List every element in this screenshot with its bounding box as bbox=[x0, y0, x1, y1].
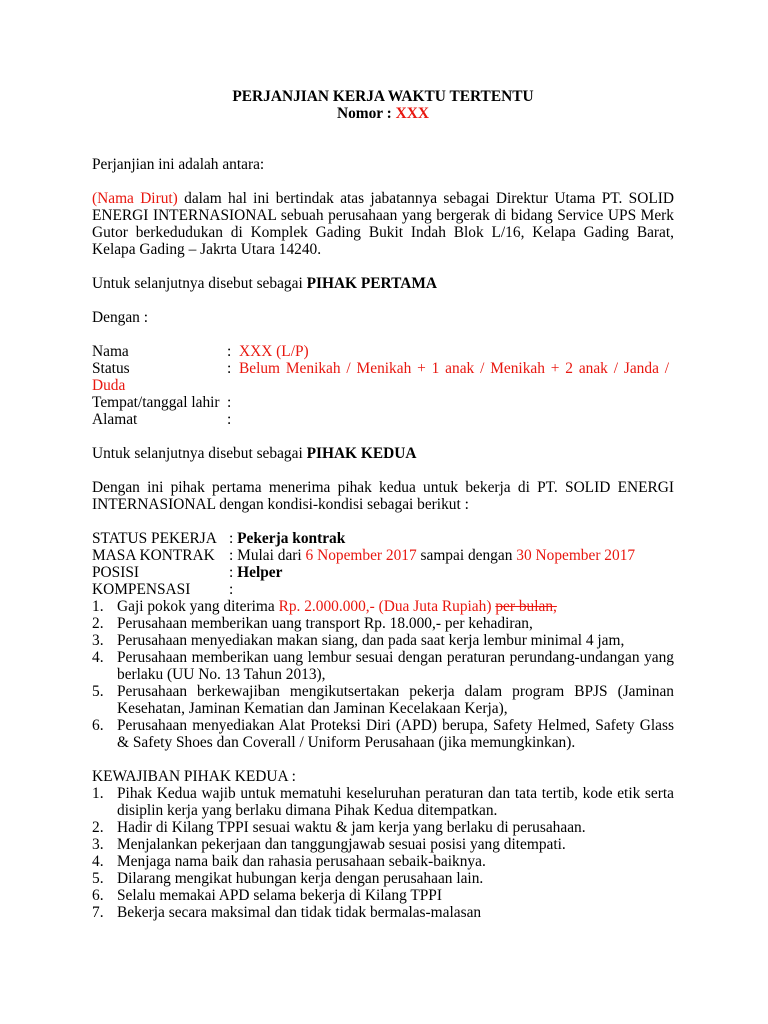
terms-row-posisi bbox=[92, 564, 674, 581]
colon: : bbox=[229, 581, 234, 598]
party2-ref-label: PIHAK KEDUA bbox=[306, 445, 417, 462]
title-line: PERJANJIAN KERJA WAKTU TERTENTU bbox=[232, 88, 534, 105]
colon: : bbox=[227, 343, 232, 360]
list-number: 7. bbox=[92, 904, 104, 921]
status-label: Status bbox=[92, 360, 130, 377]
salary-prefix: Gaji pokok yang diterima bbox=[117, 598, 279, 615]
list-item bbox=[92, 819, 674, 836]
nomor-value: XXX bbox=[395, 105, 430, 122]
masa-mid: sampai dengan bbox=[416, 547, 517, 564]
list-number: 6. bbox=[92, 717, 104, 734]
terms-block bbox=[92, 530, 674, 598]
list-item bbox=[92, 632, 674, 649]
dengan-text: Dengan : bbox=[92, 309, 148, 326]
kewajiban-list bbox=[92, 785, 674, 921]
list-item-text: Perusahaan berkewajiban mengikutsertakan pekerja dalam program BPJS (Jaminan Kesehatan, Jaminan Kematian dan Jaminan Kecelakaan Kerja), bbox=[117, 683, 674, 717]
nama-label: Nama bbox=[92, 343, 129, 360]
nama-value: XXX (L/P) bbox=[238, 343, 309, 360]
terms-row-masa bbox=[92, 547, 674, 564]
party2-reference bbox=[92, 445, 674, 462]
colon: : bbox=[227, 360, 232, 377]
list-number: 5. bbox=[92, 870, 104, 887]
list-number: 4. bbox=[92, 853, 104, 870]
agreement-paragraph: Dengan ini pihak pertama menerima pihak kedua untuk bekerja di PT. SOLID ENERGI INTERNASIONAL dengan kondisi-kondisi sebagai berikut : bbox=[92, 479, 674, 513]
list-item bbox=[92, 853, 674, 870]
director-name-placeholder: (Nama Dirut) bbox=[92, 190, 178, 207]
masa-kontrak-label: MASA KONTRAK bbox=[92, 547, 215, 564]
party1-ref-label: PIHAK PERTAMA bbox=[306, 275, 437, 292]
kewajiban-title: KEWAJIBAN PIHAK KEDUA : bbox=[92, 768, 296, 785]
salary-amount: Rp. 2.000.000,- (Dua Juta Rupiah) bbox=[278, 598, 492, 615]
alamat-label: Alamat bbox=[92, 411, 138, 428]
identity-row-ttl bbox=[92, 394, 674, 411]
masa-end-date: 30 Nopember 2017 bbox=[516, 547, 636, 564]
list-item bbox=[92, 649, 674, 683]
list-number: 5. bbox=[92, 683, 104, 700]
identity-row-nama bbox=[92, 343, 674, 360]
list-number: 1. bbox=[92, 598, 104, 615]
list-number: 6. bbox=[92, 887, 104, 904]
list-item bbox=[92, 785, 674, 819]
nomor-line bbox=[92, 105, 674, 122]
list-item-text: Perusahaan menyediakan Alat Proteksi Diri (APD) berupa, Safety Helmed, Safety Glass & Safety Shoes dan Coverall / Uniform Perusahaan (jika memungkinkan). bbox=[117, 717, 674, 751]
posisi-value: Helper bbox=[237, 564, 283, 581]
status-value: Belum Menikah / Menikah + 1 anak / Menikah + 2 anak / Janda / Duda bbox=[92, 360, 670, 394]
party1-reference bbox=[92, 275, 674, 292]
list-item bbox=[92, 615, 674, 632]
list-item bbox=[92, 904, 674, 921]
list-item-text: Hadir di Kilang TPPI sesuai waktu & jam kerja yang berlaku di perusahaan. bbox=[117, 819, 586, 836]
list-item bbox=[92, 836, 674, 853]
status-pekerja-label: STATUS PEKERJA bbox=[92, 530, 217, 547]
list-item bbox=[92, 598, 674, 615]
masa-start-date: 6 Nopember 2017 bbox=[305, 547, 417, 564]
list-number: 3. bbox=[92, 632, 104, 649]
list-item-text: Menjalankan pekerjaan dan tanggungjawab sesuai posisi yang ditempati. bbox=[117, 836, 566, 853]
intro-text: Perjanjian ini adalah antara: bbox=[92, 156, 265, 173]
nomor-label: Nomor : bbox=[336, 105, 392, 122]
list-item-text: Selalu memakai APD selama bekerja di Kilang TPPI bbox=[117, 887, 442, 904]
kompensasi-label: KOMPENSASI bbox=[92, 581, 191, 598]
list-item-text: Perusahaan menyediakan makan siang, dan pada saat kerja lembur minimal 4 jam, bbox=[117, 632, 625, 649]
identity-row-alamat bbox=[92, 411, 674, 428]
list-number: 3. bbox=[92, 836, 104, 853]
salary-period-struck: per bulan, bbox=[495, 598, 557, 615]
kompensasi-list bbox=[92, 598, 674, 751]
list-item bbox=[92, 870, 674, 887]
list-item-text: Dilarang mengikat hubungan kerja dengan perusahaan lain. bbox=[117, 870, 484, 887]
colon: : bbox=[229, 564, 234, 581]
identity-row-status bbox=[92, 360, 674, 394]
list-item-text: Pihak Kedua wajib untuk mematuhi keseluruhan peraturan dan tata tertib, kode etik serta disiplin kerja yang berlaku dimana Pihak Kedua ditempatkan. bbox=[117, 785, 674, 819]
terms-row-status bbox=[92, 530, 674, 547]
colon: : bbox=[227, 394, 232, 411]
list-item bbox=[92, 887, 674, 904]
contract-document bbox=[92, 88, 674, 921]
masa-prefix: Mulai dari bbox=[237, 547, 306, 564]
document-title bbox=[92, 88, 674, 122]
list-item bbox=[92, 717, 674, 751]
colon: : bbox=[229, 530, 234, 547]
party1-paragraph bbox=[92, 190, 674, 258]
identity-block bbox=[92, 343, 674, 428]
party1-ref-prefix: Untuk selanjutnya disebut sebagai bbox=[92, 275, 307, 292]
list-item-text: Bekerja secara maksimal dan tidak tidak bermalas-malasan bbox=[117, 904, 482, 921]
list-number: 2. bbox=[92, 615, 104, 632]
terms-row-kompensasi bbox=[92, 581, 674, 598]
list-item-text: Perusahaan memberikan uang lembur sesuai dengan peraturan perundang-undangan yang berlaku (UU No. 13 Tahun 2013), bbox=[117, 649, 674, 683]
list-item bbox=[92, 683, 674, 717]
list-number: 4. bbox=[92, 649, 104, 666]
ttl-label: Tempat/tanggal lahir bbox=[92, 394, 220, 411]
colon: : bbox=[229, 547, 234, 564]
list-item-text: Menjaga nama baik dan rahasia perusahaan sebaik-baiknya. bbox=[117, 853, 486, 870]
colon: : bbox=[227, 411, 232, 428]
party2-ref-prefix: Untuk selanjutnya disebut sebagai bbox=[92, 445, 307, 462]
posisi-label: POSISI bbox=[92, 564, 140, 581]
list-number: 1. bbox=[92, 785, 104, 802]
party1-text: dalam hal ini bertindak atas jabatannya sebagai Direktur Utama PT. SOLID ENERGI INTERNASIONAL sebuah perusahaan yang bergerak di bidang Service UPS Merk Gutor berkedudukan di Komplek Gading Bukit Indah Blok L/16, Kelapa Gading Barat, Kelapa Gading – Jakrta Utara 14240. bbox=[92, 190, 674, 258]
status-pekerja-value: Pekerja kontrak bbox=[237, 530, 346, 547]
list-item-text: Perusahaan memberikan uang transport Rp. 18.000,- per kehadiran, bbox=[117, 615, 533, 632]
list-number: 2. bbox=[92, 819, 104, 836]
